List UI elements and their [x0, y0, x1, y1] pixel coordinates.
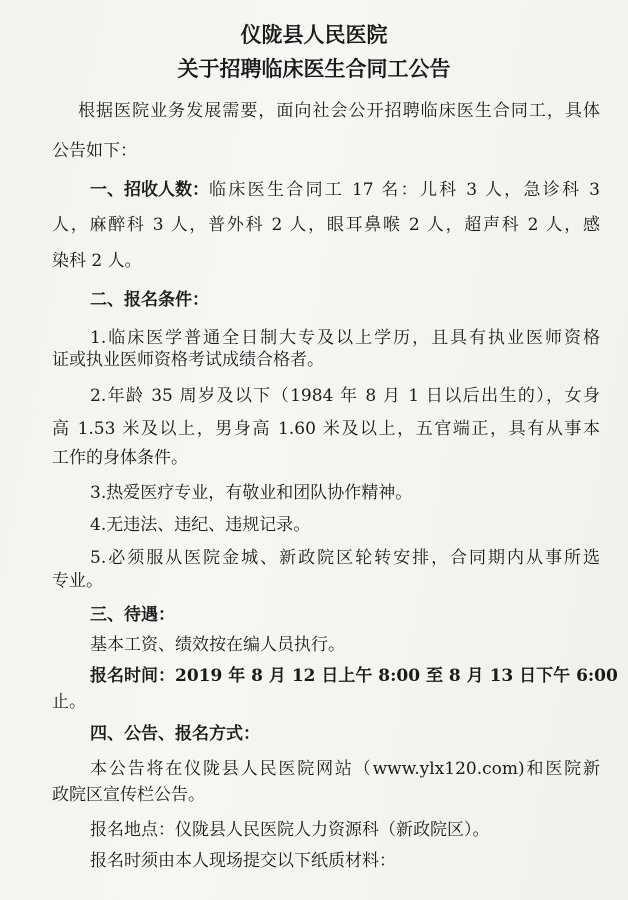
registration-time-line	[90, 664, 618, 688]
section-1-first-line	[90, 178, 600, 202]
section-2-heading: 二、报名条件：	[90, 290, 209, 310]
hospital-name: 仪陇县人民医院	[240, 23, 388, 47]
condition-2-line-1: 2.年龄 35 周岁及以下（1984 年 8 月 1 日以后出生的），女身	[90, 386, 600, 406]
condition-5-line-2: 专业。	[52, 571, 103, 591]
registration-time-value: 2019 年 8 月 12 日上午 8:00 至 8 月 13 日下午 6:00	[175, 666, 618, 686]
section-1-heading: 一、招收人数：	[90, 180, 209, 200]
condition-5-line-1: 5.必须服从医院金城、新政院区轮转安排，合同期内从事所选	[90, 548, 600, 568]
section-4-line-2: 政院区宣传栏公告。	[52, 785, 205, 805]
section-1-line-1: 临床医生合同工 17 名：儿科 3 人，急诊科 3	[209, 180, 600, 200]
registration-time-label: 报名时间：	[90, 666, 175, 686]
condition-2-line-2: 高 1.53 米及以上，男身高 1.60 米及以上，五官端正，具有从事本	[52, 419, 600, 439]
section-1-line-3: 染科 2 人。	[52, 251, 142, 271]
condition-3: 3.热爱医疗专业，有敬业和团队协作精神。	[90, 483, 413, 503]
registration-time-end: 止。	[52, 692, 86, 712]
intro-line-2: 公告如下：	[52, 141, 137, 161]
condition-2-line-3: 工作的身体条件。	[52, 448, 188, 468]
section-3-line-1: 基本工资、绩效按在编人员执行。	[90, 635, 345, 655]
notice-title: 关于招聘临床医生合同工公告	[177, 57, 451, 81]
section-4-heading: 四、公告、报名方式：	[90, 724, 260, 744]
registration-place: 报名地点：仪陇县人民医院人力资源科（新政院区）。	[90, 820, 490, 840]
condition-1-line-1: 1.临床医学普通全日制大专及以上学历，且具有执业医师资格	[90, 328, 600, 348]
intro-line-1: 根据医院业务发展需要，面向社会公开招聘临床医生合同工，具体	[78, 101, 600, 121]
section-1-line-2: 人，麻醉科 3 人，普外科 2 人，眼耳鼻喉 2 人，超声科 2 人，感	[52, 215, 600, 235]
condition-4: 4.无违法、违纪、违规记录。	[90, 515, 311, 535]
section-3-heading: 三、待遇：	[90, 605, 175, 625]
registration-materials: 报名时须由本人现场提交以下纸质材料：	[90, 851, 396, 871]
section-4-line-1: 本公告将在仪陇县人民医院网站（www.ylx120.com)和医院新	[90, 759, 600, 779]
condition-1-line-2: 证或执业医师资格考试成绩合格者。	[52, 350, 324, 370]
